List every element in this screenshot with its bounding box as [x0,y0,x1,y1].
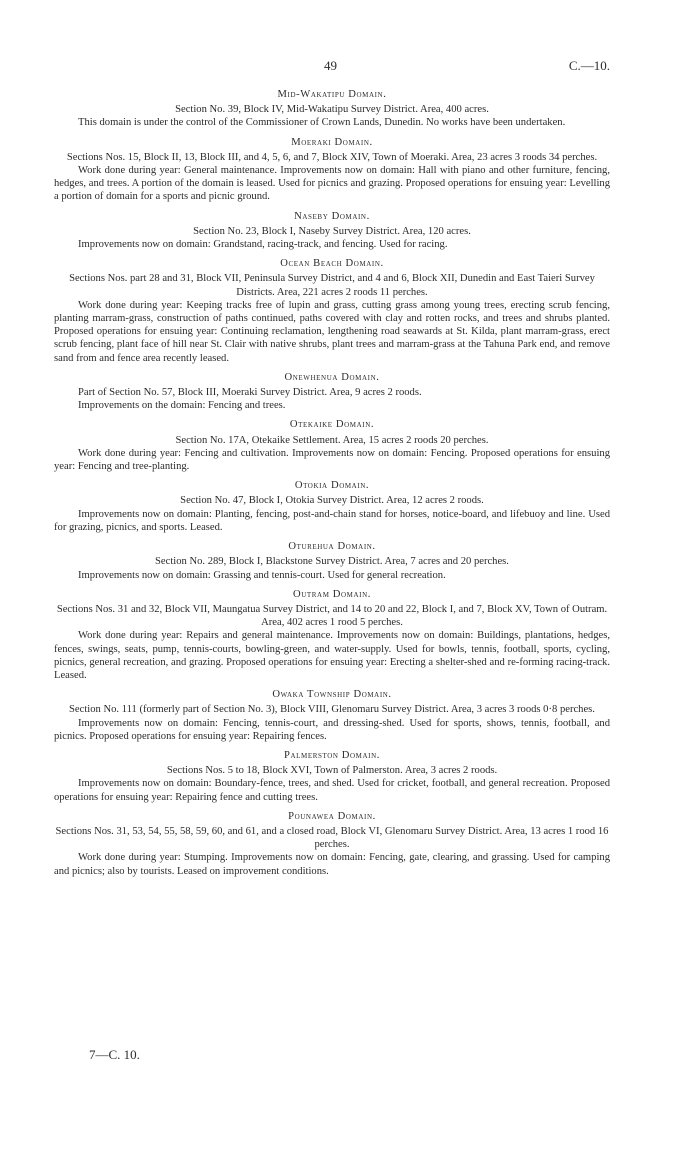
section-paragraph: Work done during year: Repairs and general maintenance. Improvements now on domain: Buildings, plantations, hedges, fences, swings, seats, pump, tennis-courts, bowling-green, and water-supply. Used for bowls, tennis, football, sports, cycling, picnics, general recreation, and grazing. Proposed operations for ensuing year: Erecting a shelter-shed and re-forming racing-track. Leased. [54,630,610,681]
page-footer: 7—C. 10. [89,1047,140,1062]
document-body [54,88,610,884]
page-header [54,58,610,78]
domain-title: Ocean Beach Domain. [280,258,384,270]
section-paragraph: Improvements now on domain: Fencing, tennis-court, and dressing-shed. Used for sports, shows, tennis, football, and picnics. Proposed operations for ensuing year: Repairing fences. [54,717,610,742]
domain-title: Pounawea Domain. [288,810,376,822]
section-paragraph: Improvements now on domain: Grandstand, racing-track, and fencing. Used for racing. [78,239,448,251]
domain-title: Naseby Domain. [294,210,370,222]
domain-section [54,810,610,878]
section-paragraph: Improvements now on domain: Grassing and tennis-court. Used for general recreation. [78,569,446,581]
domain-title: Mid-Wakatipu Domain. [277,89,387,100]
section-paragraph: Improvements now on domain: Boundary-fence, trees, and shed. Used for cricket, football, and general recreation. Proposed operations for ensuing year: Repairing fence and cutting trees. [54,778,610,803]
section-description: Section No. 39, Block IV, Mid-Wakatipu Survey District. Area, 400 acres. [175,104,489,116]
section-description: Section No. 23, Block I, Naseby Survey District. Area, 120 acres. [193,225,471,237]
domain-title: Outram Domain. [293,588,371,600]
document-reference: C.—10. [568,58,610,73]
section-paragraph: Work done during year: Fencing and cultivation. Improvements now on domain: Fencing. Proposed operations for ensuing year: Fencing and tree-planting. [54,447,610,473]
section-description: Section No. 111 (formerly part of Section No. 3), Block VIII, Glenomaru Survey District. Area, 3 acres 3 roods 0·8 perches. [69,704,595,716]
domain-section [54,210,610,252]
section-description: Sections Nos. 5 to 18, Block XVI, Town of Palmerston. Area, 3 acres 2 roods. [166,765,498,777]
domain-section [54,257,610,365]
domain-section [54,371,610,413]
domain-section [54,136,610,204]
domain-section [54,88,610,130]
section-paragraph: Improvements now on domain: Planting, fencing, post-and-chain stand for horses, notice-board, and lifebuoy and line. Used for grazing, picnics, and sports. Leased. [54,508,610,533]
domain-title: Otokia Domain. [294,480,370,492]
domain-section [54,479,610,534]
section-paragraph: Work done during year: Keeping tracks free of lupin and grass, cutting grass among young trees, erecting scrub fencing, planting marram-grass, construction of paths continued, paths covered with clay and rotten rocks, and trees and shrubs planted. Proposed operations for ensuing year: Continuing reclamation, lengthening road seawards at St. Kilda, plant marram-grass, erect scrub fencing, plant face of hill near St. Clair with native shrubs, plant trees and marram-grass at the Tahuna Park end, and remove sand from and fence area recently leased. [54,299,610,364]
section-description: Sections Nos. part 28 and 31, Block VII, Peninsula Survey District, and 4 and 6, Block XII, Dunedin and East Taieri Survey Districts. Area, 221 acres 2 roods 11 perches. [69,273,595,298]
domain-title: Onewhenua Domain. [284,371,380,383]
section-description: Section No. 17A, Otekaike Settlement. Area, 15 acres 2 roods 20 perches. [175,434,489,446]
section-description: Sections Nos. 15, Block II, 13, Block III, and 4, 5, 6, and 7, Block XIV, Town of Moeraki. Area, 23 acres 3 roods 34 perches. [66,151,598,163]
section-paragraph: This domain is under the control of the Commissioner of Crown Lands, Dunedin. No works have been undertaken. [78,117,566,129]
section-paragraph: Work done during year: General maintenance. Improvements now on domain: Hall with piano and other furniture, fencing, hedges, and trees. A portion of the domain is leased. Used for picnics and grazing. Proposed operations for ensuing year: Levelling a portion of domain for a sports and picnic ground. [54,165,610,203]
section-description: Section No. 289, Block I, Blackstone Survey District. Area, 7 acres and 20 perches. [155,556,509,568]
section-description: Sections Nos. 31, 53, 54, 55, 58, 59, 60, and 61, and a closed road, Block VI, Glenomaru Survey District. Area, 13 acres 1 rood 16 perches. [55,825,609,851]
domain-section [54,688,610,743]
domain-title: Owaka Township Domain. [272,689,392,701]
domain-title: Moeraki Domain. [291,136,373,148]
section-paragraph: Improvements on the domain: Fencing and trees. [78,400,286,412]
domain-title: Oturehua Domain. [288,541,376,553]
section-description: Section No. 47, Block I, Otokia Survey District. Area, 12 acres 2 roods. [180,495,484,507]
section-description: Part of Section No. 57, Block III, Moeraki Survey District. Area, 9 acres 2 roods. [78,387,422,399]
section-description: Sections Nos. 31 and 32, Block VII, Maungatua Survey District, and 14 to 20 and 22, Block I, and 7, Block XV, Town of Outram. Area, 402 acres 1 rood 5 perches. [56,603,608,629]
section-paragraph: Work done during year: Stumping. Improvements now on domain: Fencing, gate, clearing, and grassing. Used for camping and picnics; also by tourists. Leased on improvement conditions. [54,852,610,877]
page-number: 49 [324,58,337,73]
domain-section [54,749,610,804]
domain-section [54,418,610,473]
domain-section [54,588,610,682]
domain-title: Palmerston Domain. [283,749,380,761]
domain-title: Otekaike Domain. [289,419,375,431]
domain-section [54,540,610,582]
